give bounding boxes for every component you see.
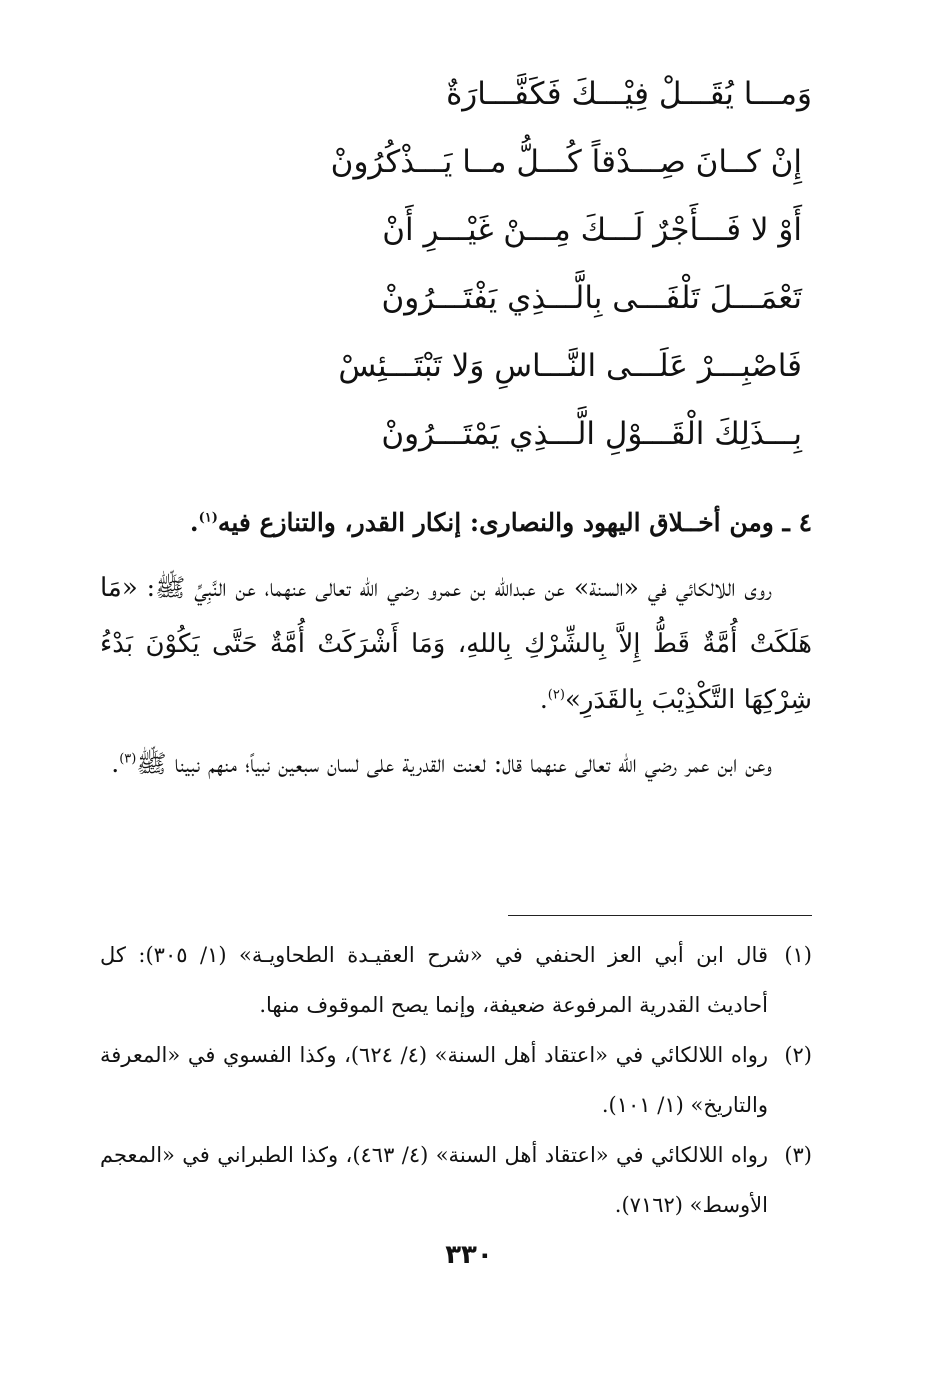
footnote-ref-3[interactable]: (٣) <box>119 751 137 767</box>
footnote-number: (٢) <box>784 1043 812 1067</box>
footnote-ref-2[interactable]: (٢) <box>547 687 565 703</box>
footnote-3 <box>100 1130 812 1230</box>
poem <box>100 60 812 468</box>
poem-line-2: إِنْ كــانَ صِـــدْقاً كُـــلُّ مــا يَـــذْكُرُونْ <box>330 144 802 180</box>
paragraph-1-text: روى اللالكائي في «السنة» عن عبدالله بن عمرو رضي الله تعالى عنهما، عن النَّبِيِّ ﷺ: <box>137 573 772 602</box>
footnote-text: رواه اللالكائي في «اعتقاد أهل السنة» (٤/ ٦٢٤)، وكذا الفسوي في «المعرفة والتاريخ» (١/ ١٠١). <box>100 1043 768 1117</box>
section-heading-text: ٤ ـ ومن أخــلاق اليهود والنصارى: إنكار القدر، والتنازع فيه <box>217 508 812 537</box>
paragraph-2-end: . <box>111 749 120 778</box>
poem-line-3: أَوْ لا فَـــأَجْرٌ لَـــكَ مِـــنْ غَيْـــرِ أَنْ <box>382 212 802 248</box>
hadith-quote: «مَا هَلَكَتْ أُمَّةٌ قَطُّ إِلاَّ بِالشِّرْكِ بِاللهِ، وَمَا أَشْرَكَتْ أُمَّةٌ حَتَّى يَكُوْنَ بَدْءُ شِرْكِهَا التَّكْذِيْبَ بِالقَدَرِ» <box>100 573 812 715</box>
page-number: ٣٣٠ <box>445 1240 493 1270</box>
paragraph-2-text: وعن ابن عمر رضي الله تعالى عنهما قال: لعنت القدرية على لسان سبعين نبياً؛ منهم نبينا ﷺ <box>136 749 772 778</box>
paragraph-2 <box>100 736 812 791</box>
paragraph-1-end: . <box>539 685 548 714</box>
footnote-divider <box>508 915 812 916</box>
section-heading <box>100 494 812 552</box>
section-heading-end: . <box>189 508 199 537</box>
poem-line-5: فَاصْبِـــرْ عَلَـــى النَّـــاسِ وَلا تَبْتَـــئِسْ <box>338 348 802 384</box>
footnote-2 <box>100 1030 812 1130</box>
paragraph-1 <box>100 560 812 728</box>
footnote-number: (١) <box>784 943 812 967</box>
page-body <box>100 60 812 791</box>
footnote-number: (٣) <box>784 1143 812 1167</box>
footnote-1 <box>100 930 812 1030</box>
poem-line-6: بِـــذَلِكَ الْقَـــوْلِ الَّـــذِي يَمْتَـــرُونْ <box>381 416 802 452</box>
poem-line-1: وَمـــا يُقَـــلْ فِيْـــكَ فَكَفَّـــارَةٌ <box>446 76 812 112</box>
footnotes <box>100 930 812 1230</box>
footnote-ref-1[interactable]: (١) <box>198 510 218 526</box>
footnote-text: قال ابن أبي العز الحنفي في «شرح العقيـدة الطحاويـة» (١/ ٣٠٥): كل أحاديث القدرية المرفوعة ضعيفة، وإنما يصح الموقوف منها. <box>100 943 768 1017</box>
footnote-text: رواه اللالكائي في «اعتقاد أهل السنة» (٤/ ٤٦٣)، وكذا الطبراني في «المعجم الأوسط» (٧١٦٢). <box>100 1143 768 1217</box>
poem-line-4: تَعْمَـــلَ تَلْفَـــى بِالَّـــذِي يَفْتَـــرُونْ <box>381 280 802 316</box>
